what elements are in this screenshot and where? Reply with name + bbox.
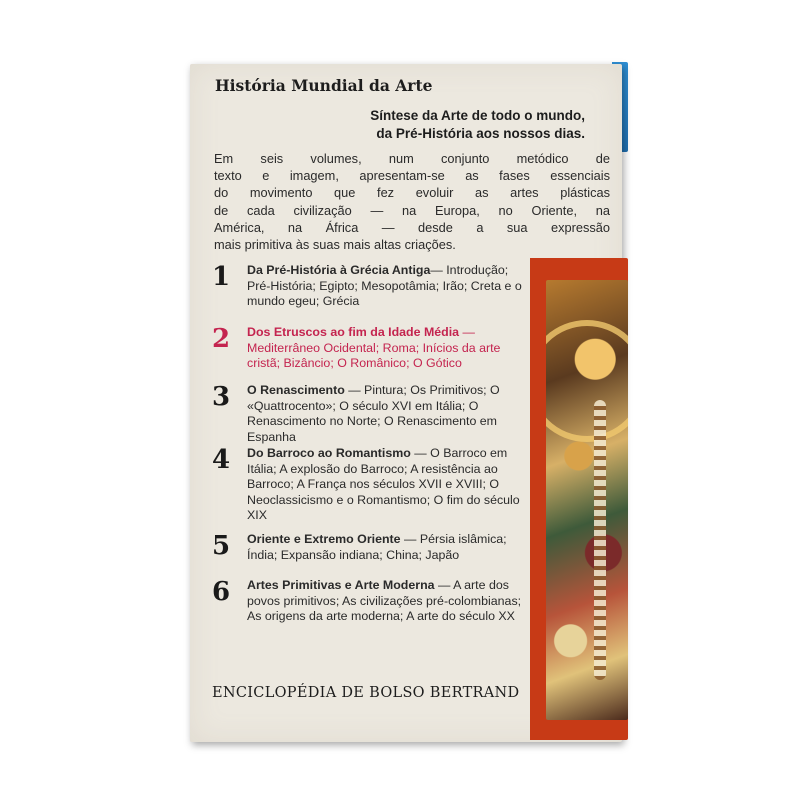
mosaic-image	[546, 280, 628, 720]
intro-paragraph	[214, 150, 610, 253]
mosaic-halo	[546, 320, 628, 442]
volume-number: 1	[212, 262, 231, 292]
volume-contents: — Introdução; Pré-História; Egipto; Mesopotâmia; Irão; Creta e o mundo egeu; Grécia	[247, 263, 522, 309]
intro-line: mais primitiva às suas mais altas criações.	[214, 237, 456, 253]
volume-number: 5	[212, 531, 231, 561]
volume-number: 6	[212, 577, 231, 607]
volume-number: 2	[212, 324, 231, 354]
intro-line: América, na África — desde a sua expressão	[214, 219, 610, 235]
volume-title: O Renascimento	[247, 383, 345, 397]
volume-contents: — A arte dos povos primitivos; As civilizações pré-colombianas; As origens da arte moderna; A arte do século XX	[247, 578, 522, 624]
volume-description	[247, 578, 522, 625]
volume-description	[247, 263, 522, 310]
book-tagline	[370, 107, 585, 143]
intro-line: Em seis volumes, num conjunto metódico de	[214, 151, 610, 166]
mosaic-pearl-strand	[594, 400, 606, 680]
volume-title: Da Pré-História à Grécia Antiga	[247, 263, 431, 277]
volume-contents: — Pérsia islâmica; Índia; Expansão indiana; China; Japão	[247, 532, 507, 562]
volume-number: 3	[212, 382, 231, 412]
volume-title: Dos Etruscos ao fim da Idade Média	[247, 325, 460, 339]
cover-mosaic-illustration	[530, 258, 628, 740]
tagline-line-2: da Pré-História aos nossos dias.	[376, 126, 585, 141]
volume-title: Artes Primitivas e Arte Moderna	[247, 578, 435, 592]
volume-contents: — O Barroco em Itália; A explosão do Barroco; A resistência ao Barroco; A França nos séculos XVII e XVIII; O Neoclassicismo e o Romantismo; O fim do século XIX	[247, 446, 520, 523]
volume-number: 4	[212, 445, 231, 475]
volume-title: Oriente e Extremo Oriente	[247, 532, 401, 546]
intro-line: de cada civilização — na Europa, no Oriente, na	[214, 202, 610, 218]
volume-contents: — Pintura; Os Primitivos; O «Quattrocento»; O século XVI em Itália; O Renascimento no Norte; O Renascimento em Espanha	[247, 383, 500, 444]
book-title: História Mundial da Arte	[215, 76, 433, 95]
intro-line: do movimento que fez evoluir as artes plásticas	[214, 185, 610, 201]
intro-line: texto e imagem, apresentam-se as fases essenciais	[214, 168, 610, 184]
volume-description	[247, 532, 522, 563]
tagline-line-1: Síntese da Arte de todo o mundo,	[370, 108, 585, 123]
volume-contents: — Mediterrâneo Ocidental; Roma; Inícios da arte cristã; Bizâncio; O Românico; O Gótico	[247, 325, 501, 371]
volume-description	[247, 383, 522, 445]
volume-description	[247, 325, 522, 372]
publisher-series-name: ENCICLOPÉDIA DE BOLSO BERTRAND	[212, 685, 520, 701]
volume-title: Do Barroco ao Romantismo	[247, 446, 411, 460]
volume-description	[247, 446, 522, 524]
